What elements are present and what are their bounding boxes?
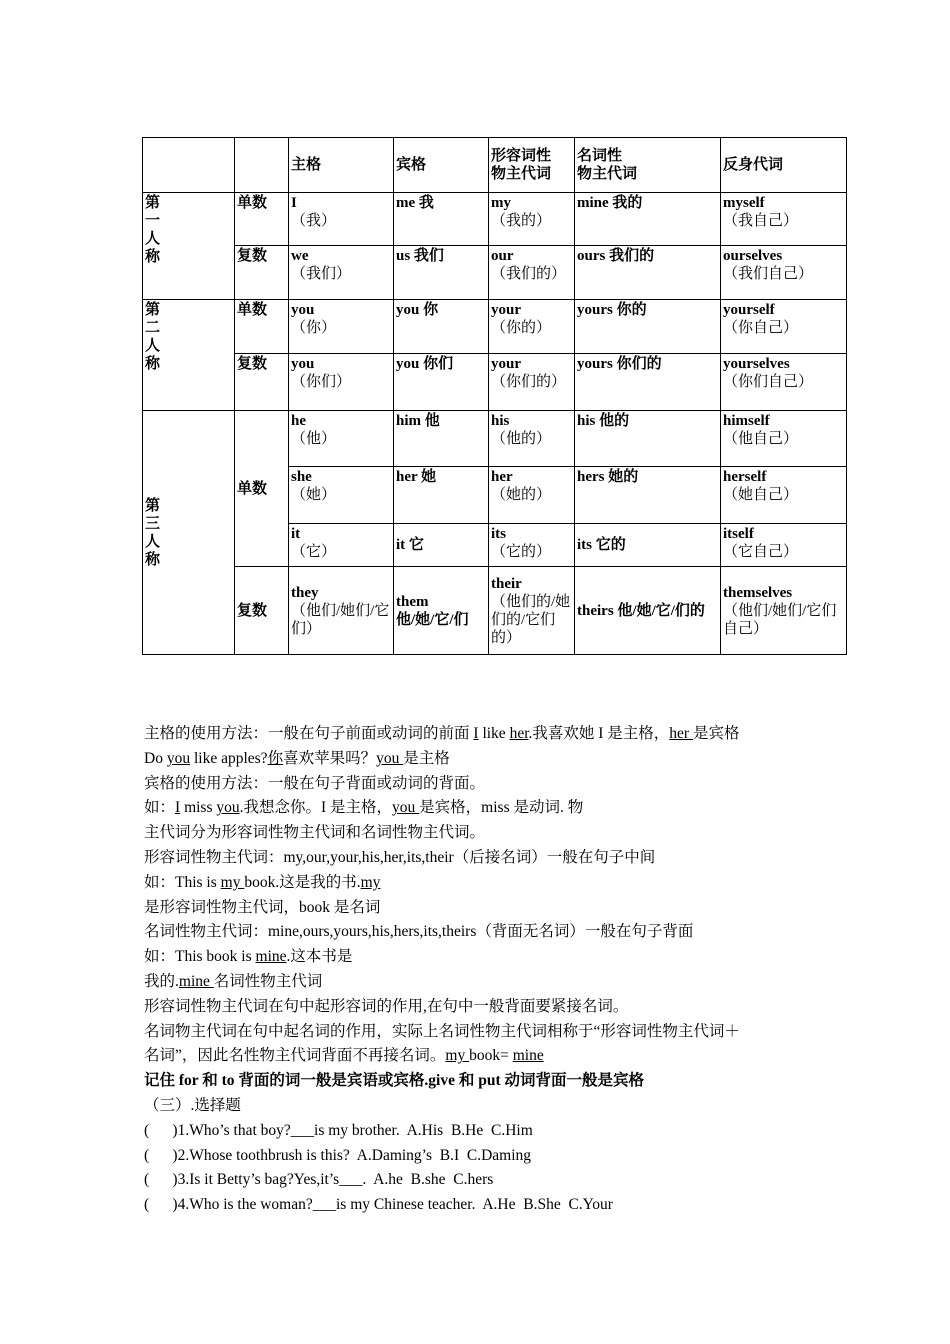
header-nominative: 主格	[289, 138, 394, 193]
cell-reflexive: ourselves （我们自己）	[721, 246, 847, 300]
cell-adj-possessive: his （他的）	[489, 411, 575, 467]
note-line-bold: 记住 for 和 to 背面的词一般是宾语或宾格.give 和 put 动词背面一般是宾格	[144, 1072, 645, 1090]
table-row	[143, 567, 847, 655]
number-plural: 复数	[235, 246, 289, 300]
cell-adj-possessive: your （你的）	[489, 300, 575, 354]
table-row	[143, 300, 847, 354]
table-row	[143, 411, 847, 467]
cell-objective: her 她	[394, 467, 489, 524]
cell-reflexive: themselves （他们/她们/它们自己）	[721, 567, 847, 655]
number-singular: 单数	[235, 411, 289, 567]
note-line: 主格的使用方法：一般在句子前面或动词的前面 I like her.我喜欢她 I 是主格，her 是宾格	[144, 725, 740, 742]
cell-reflexive: itself （它自己）	[721, 524, 847, 567]
cell-adj-possessive: my （我的）	[489, 193, 575, 246]
cell-objective: it 它	[394, 524, 489, 567]
cell-noun-possessive: his 他的	[575, 411, 721, 467]
cell-objective: me 我	[394, 193, 489, 246]
cell-noun-possessive: theirs 他/她/它/们的	[575, 567, 721, 655]
cell-objective: them 他/她/它/们	[394, 567, 489, 655]
cell-nominative: she （她）	[289, 467, 394, 524]
note-line: 名词物主代词在句中起名词的作用，实际上名词性物主代词相称于“形容词性物主代词＋	[144, 1022, 740, 1040]
cell-nominative: they （他们/她们/它们）	[289, 567, 394, 655]
question-item: ( )1.Who’s that boy?___is my brother. A.His B.He C.Him	[144, 1121, 533, 1139]
cell-reflexive: yourselves （你们自己）	[721, 354, 847, 411]
note-line: 如：This is my book.这是我的书.my	[144, 873, 381, 891]
note-line: 是形容词性物主代词，book 是名词	[144, 898, 381, 916]
cell-adj-possessive: our （我们的）	[489, 246, 575, 300]
cell-objective: him 他	[394, 411, 489, 467]
note-line: Do you like apples?你喜欢苹果吗？you 是主格	[144, 749, 450, 767]
cell-nominative: he （他）	[289, 411, 394, 467]
note-line: 形容词性物主代词：my,our,your,his,her,its,their（后接名词）一般在句子中间	[144, 848, 656, 866]
table-row	[143, 354, 847, 411]
cell-reflexive: myself （我自己）	[721, 193, 847, 246]
cell-noun-possessive: yours 你的	[575, 300, 721, 354]
cell-reflexive: herself （她自己）	[721, 467, 847, 524]
question-item: ( )4.Who is the woman?___is my Chinese teacher. A.He B.She C.Your	[144, 1196, 613, 1214]
cell-objective: you 你们	[394, 354, 489, 411]
cell-noun-possessive: mine 我的	[575, 193, 721, 246]
table-row	[143, 246, 847, 300]
header-adj-possessive: 形容词性 物主代词	[489, 138, 575, 193]
cell-adj-possessive: her （她的）	[489, 467, 575, 524]
cell-nominative: you （你们）	[289, 354, 394, 411]
table-header-row	[143, 138, 847, 193]
note-line: 我的.mine 名词性物主代词	[144, 972, 323, 990]
cell-objective: you 你	[394, 300, 489, 354]
header-objective: 宾格	[394, 138, 489, 193]
note-line: 如：This book is mine.这本书是	[144, 948, 353, 966]
cell-objective: us 我们	[394, 246, 489, 300]
section-heading: （三）.选择题	[144, 1096, 241, 1114]
question-item: ( )3.Is it Betty’s bag?Yes,it’s___. A.he B.she C.hers	[144, 1171, 494, 1189]
note-line: 宾格的使用方法：一般在句子背面或动词的背面。	[144, 774, 486, 792]
number-plural: 复数	[235, 354, 289, 411]
notes-section	[144, 722, 824, 1218]
number-plural: 复数	[235, 567, 289, 655]
cell-reflexive: yourself （你自己）	[721, 300, 847, 354]
number-singular: 单数	[235, 193, 289, 246]
note-line: 名词”，因此名性物主代词背面不再接名词。my book= mine	[144, 1047, 544, 1065]
note-line: 名词性物主代词：mine,ours,yours,his,hers,its,theirs（背面无名词）一般在句子背面	[144, 923, 694, 941]
note-line: 如：I miss you.我想念你。I 是主格，you 是宾格，miss 是动词. 物	[144, 799, 584, 817]
header-empty-1	[143, 138, 235, 193]
pronoun-table	[142, 137, 847, 655]
cell-noun-possessive: ours 我们的	[575, 246, 721, 300]
cell-nominative: it （它）	[289, 524, 394, 567]
person-third: 第三人称	[143, 411, 235, 655]
table-row	[143, 193, 847, 246]
number-singular: 单数	[235, 300, 289, 354]
cell-nominative: I （我）	[289, 193, 394, 246]
cell-nominative: we （我们）	[289, 246, 394, 300]
cell-adj-possessive: your （你们的）	[489, 354, 575, 411]
note-line: 形容词性物主代词在句中起形容词的作用,在句中一般背面要紧接名词。	[144, 997, 629, 1015]
note-line: 主代词分为形容词性物主代词和名词性物主代词。	[144, 824, 486, 842]
header-reflexive: 反身代词	[721, 138, 847, 193]
cell-adj-possessive: their （他们的/她们的/它们的）	[489, 567, 575, 655]
person-second: 第二人称	[143, 300, 235, 411]
cell-noun-possessive: hers 她的	[575, 467, 721, 524]
person-first: 第一人称	[143, 193, 235, 300]
cell-noun-possessive: its 它的	[575, 524, 721, 567]
question-item: ( )2.Whose toothbrush is this? A.Daming’s B.I C.Daming	[144, 1146, 532, 1164]
header-empty-2	[235, 138, 289, 193]
cell-nominative: you （你）	[289, 300, 394, 354]
cell-noun-possessive: yours 你们的	[575, 354, 721, 411]
header-noun-possessive: 名词性 物主代词	[575, 138, 721, 193]
cell-adj-possessive: its （它的）	[489, 524, 575, 567]
cell-reflexive: himself （他自己）	[721, 411, 847, 467]
